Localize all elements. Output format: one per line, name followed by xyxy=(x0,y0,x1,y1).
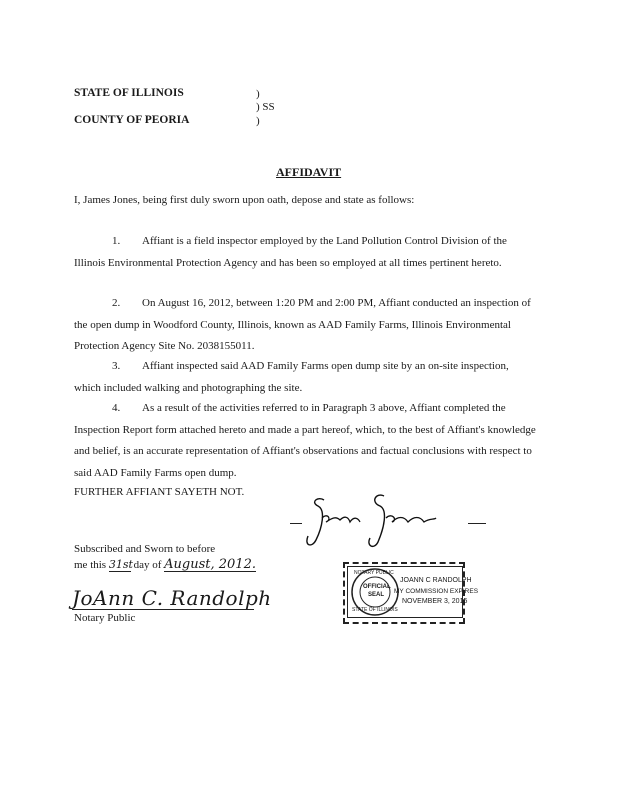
affiant-signature-text xyxy=(318,503,428,524)
paragraph-4 xyxy=(74,398,536,484)
seal-notary-name: JOANN C RANDOLPH xyxy=(400,577,472,584)
notary-label: Notary Public xyxy=(74,612,136,624)
paragraph-number: 2. xyxy=(112,297,121,309)
subscribed-line-1: Subscribed and Sworn to before xyxy=(74,543,216,555)
notary-signature: JoAnn C. Randolph xyxy=(72,586,272,610)
subscribed-day-of: day of xyxy=(133,559,162,571)
paragraph-3 xyxy=(74,356,536,399)
further-affiant-statement: FURTHER AFFIANT SAYETH NOT. xyxy=(74,486,245,498)
seal-commission-date: NOVEMBER 3, 2015 xyxy=(402,598,468,605)
caption-paren-bottom: ) xyxy=(256,115,260,127)
paragraph-1 xyxy=(74,231,536,274)
paragraph-2 xyxy=(74,293,536,358)
paragraph-text: Affiant inspected said AAD Family Farms open dump site by an on-site inspection, which included walking and photographing the site. xyxy=(74,360,509,394)
paragraph-number: 3. xyxy=(112,360,121,372)
seal-ring-bottom: STATE OF ILLINOIS xyxy=(352,607,398,613)
day-handwritten: 31st xyxy=(108,558,133,571)
document-title: AFFIDAVIT xyxy=(276,165,342,179)
signature-line-right xyxy=(468,523,486,524)
caption-ss: ) SS xyxy=(256,101,275,113)
paragraph-text: On August 16, 2012, between 1:20 PM and 2:00 PM, Affiant conducted an inspection of the open dump in Woodford County, Illinois, known as AAD Family Farms, Illinois Environmental Protection Agency Site No. 2038155011. xyxy=(74,297,531,352)
paragraph-number: 4. xyxy=(112,402,121,414)
subscribed-prefix: me this xyxy=(74,559,107,571)
seal-commission-label: MY COMMISSION EXPIRES xyxy=(394,588,479,595)
seal-ring-top: NOTARY PUBLIC xyxy=(354,570,394,576)
intro-statement: I, James Jones, being first duly sworn upon oath, depose and state as follows: xyxy=(74,194,415,206)
seal-center-official: OFFICIAL xyxy=(363,584,391,590)
paragraph-text: As a result of the activities referred to in Paragraph 3 above, Affiant completed the Inspection Report form attached hereto and made a part hereof, which, to the best of Affiant's knowledge and belief, is an accurate representation of Affiant's observations and factual conclusions with respect to said AAD Family Farms open dump. xyxy=(74,402,536,479)
month-year-handwritten: August, 2012. xyxy=(164,557,256,572)
paragraph-text: Affiant is a field inspector employed by the Land Pollution Control Division of the Illinois Environmental Protection Agency and has been so employed at all times pertinent hereto. xyxy=(74,235,507,269)
notary-signature-line xyxy=(72,609,254,610)
seal-center-seal: SEAL xyxy=(368,592,385,598)
paragraph-number: 1. xyxy=(112,235,121,247)
state-label: STATE OF ILLINOIS xyxy=(74,87,184,99)
caption-paren-top: ) xyxy=(256,88,260,100)
county-label: COUNTY OF PEORIA xyxy=(74,114,190,126)
subscribed-line-2 xyxy=(74,558,256,572)
